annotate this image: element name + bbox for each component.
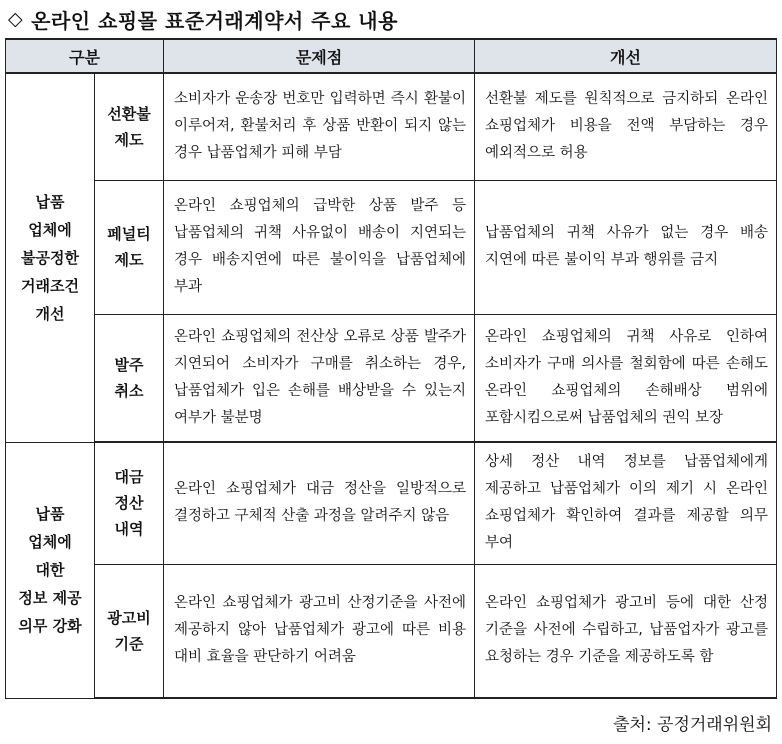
header-row: [6, 39, 777, 73]
table-row: [6, 442, 777, 564]
category-label: 납품 업체에 불공정한 거래조건 개선: [21, 192, 79, 323]
diamond-icon: ◇: [8, 8, 24, 30]
subcategory-cell: [95, 73, 164, 180]
table-row: [6, 564, 777, 698]
header-problem: 문제점: [164, 39, 475, 73]
subcategory-cell: [95, 314, 164, 442]
page-title: [8, 4, 398, 34]
source-note: 출처: 공정거래위원회: [613, 715, 772, 735]
contract-table: [5, 38, 777, 699]
category-cell: [6, 73, 95, 442]
problem-cell: 온라인 쇼핑업체가 광고비 산정기준을 사전에 제공하지 않아 납품업체가 광고에 따른 비용 대비 효율을 판단하기 어려움: [164, 564, 475, 698]
category-label: 납품 업체에 대한 정보 제공 의무 강화: [18, 505, 82, 635]
subcategory-cell: [95, 442, 164, 564]
subcategory-label: 대금 정산 내역: [114, 468, 144, 539]
table-row: [6, 180, 777, 314]
subcategory-label: 선환불 제도: [107, 104, 151, 149]
header-improvement: 개선: [475, 39, 777, 73]
table-row: [6, 73, 777, 180]
subcategory-cell: [95, 564, 164, 698]
improvement-cell: 온라인 쇼핑업체가 광고비 등에 대한 산정 기준을 사전에 수립하고, 납품업자가 광고를 요청하는 경우 기준을 제공하도록 함: [475, 564, 777, 698]
improvement-cell: 납품업체의 귀책 사유가 없는 경우 배송 지연에 따른 불이익 부과 행위를 금지: [475, 180, 777, 314]
improvement-cell: 선환불 제도를 원칙적으로 금지하되 온라인 쇼핑업체가 비용을 전액 부담하는 경우 예외적으로 허용: [475, 73, 777, 180]
header-category: 구분: [6, 39, 164, 73]
title-text: 온라인 쇼핑몰 표준거래계약서 주요 내용: [31, 8, 398, 33]
improvement-cell: 상세 정산 내역 정보를 납품업체에게 제공하고 납품업체가 이의 제기 시 온라인 쇼핑업체가 확인하여 결과를 제공할 의무 부여: [475, 442, 777, 564]
category-cell: [6, 442, 95, 698]
problem-cell: 온라인 쇼핑업체의 급박한 상품 발주 등 납품업체의 귀책 사유없이 배송이 지연되는 경우 배송지연에 따른 불이익을 납품업체에 부과: [164, 180, 475, 314]
subcategory-label: 발주 취소: [114, 355, 144, 400]
problem-cell: 온라인 쇼핑업체가 대금 정산을 일방적으로 결정하고 구체적 산출 과정을 알려주지 않음: [164, 442, 475, 564]
problem-cell: 소비자가 운송장 번호만 입력하면 즉시 환불이 이루어져, 환불처리 후 상품 반환이 되지 않는 경우 납품업체가 피해 부담: [164, 73, 475, 180]
problem-cell: 온라인 쇼핑업체의 전산상 오류로 상품 발주가 지연되어 소비자가 구매를 취소하는 경우, 납품업체가 입은 손해를 배상받을 수 있는지 여부가 불분명: [164, 314, 475, 442]
table-row: [6, 314, 777, 442]
subcategory-label: 광고비 기준: [107, 608, 151, 653]
subcategory-label: 페널티 제도: [107, 225, 151, 269]
improvement-cell: 온라인 쇼핑업체의 귀책 사유로 인하여 소비자가 구매 의사를 철회함에 따른 손해도 온라인 쇼핑업체의 손해배상 범위에 포함시킴으로써 납품업체의 권익 보장: [475, 314, 777, 442]
subcategory-cell: [95, 180, 164, 314]
